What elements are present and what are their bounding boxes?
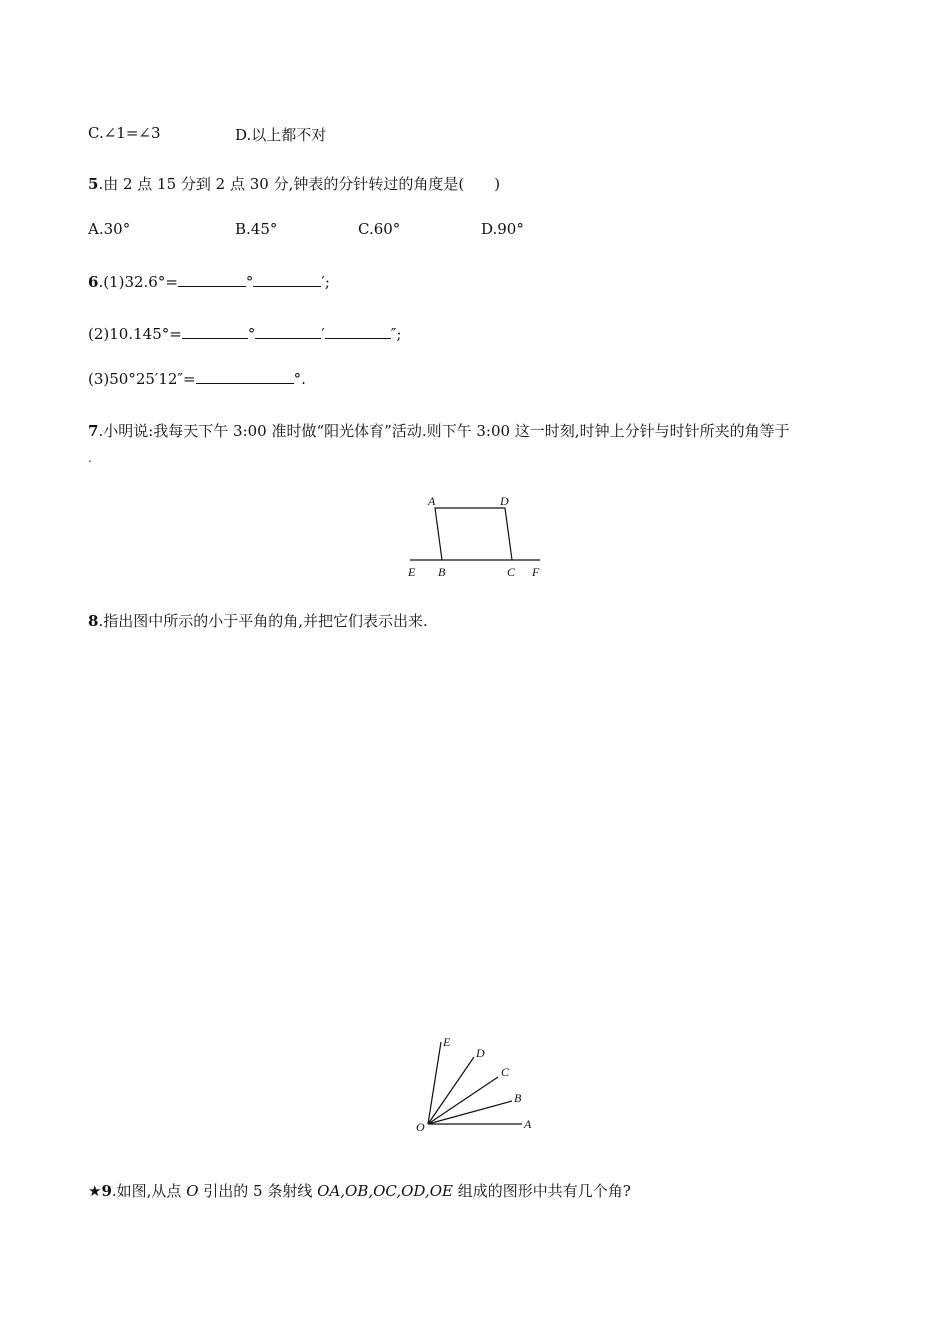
q5-stem	[88, 173, 500, 194]
q5-option-b: B.45°	[235, 220, 278, 238]
answer-blank[interactable]	[325, 323, 391, 339]
q7-tail: .	[88, 451, 92, 465]
q5-option-a: A.30°	[88, 220, 131, 238]
q9-rays: OA,OB,OC,OD,OE	[317, 1182, 453, 1200]
q7-number: 7	[88, 422, 99, 440]
figure-rays	[410, 1030, 550, 1138]
label-b: B	[514, 1091, 522, 1105]
ray-oc	[428, 1077, 498, 1124]
figure-parallelogram	[400, 488, 550, 584]
q4-option-c: C.∠1=∠3	[88, 124, 161, 142]
q6-p2-end: ″;	[390, 325, 402, 343]
q6-number: 6	[88, 273, 99, 291]
answer-blank[interactable]	[196, 368, 294, 384]
ray-ob	[428, 1101, 512, 1124]
ray-od	[428, 1057, 474, 1124]
q9-stem	[88, 1180, 631, 1201]
label-e: E	[408, 565, 416, 579]
q9-text-2: 引出的 5 条射线	[198, 1182, 318, 1200]
q6-p3-prefix: (3)50°25′12″=	[88, 370, 196, 388]
q5-number: 5	[88, 175, 99, 193]
label-e: E	[443, 1035, 451, 1049]
q9-text-3: 组成的图形中共有几个角?	[452, 1182, 631, 1200]
q6-p2-sep2: ′	[321, 325, 325, 343]
answer-blank[interactable]	[255, 323, 321, 339]
q6-part1	[88, 271, 330, 291]
label-d: D	[476, 1046, 485, 1060]
q6-p2-sep1: °	[247, 325, 256, 343]
q5-option-c: C.60°	[358, 220, 401, 238]
label-b: B	[438, 565, 446, 579]
q9-point-o: O	[186, 1182, 199, 1200]
q6-p2-prefix: (2)10.145°=	[88, 325, 182, 343]
q7-text: .小明说:我每天下午 3:00 准时做“阳光体育”活动.则下午 3:00 这一时刻,时钟上分针与时针所夹的角等于	[98, 422, 790, 440]
q6-p1-sep: °	[245, 273, 254, 291]
label-a: A	[428, 494, 436, 508]
label-d: D	[500, 494, 509, 508]
q8-number: 8	[88, 612, 99, 630]
answer-blank[interactable]	[182, 323, 248, 339]
quadrilateral-abcd	[435, 508, 512, 560]
ray-oe	[428, 1042, 441, 1124]
q6-p1-end: ′;	[321, 273, 330, 291]
q9-text-1: .如图,从点	[111, 1182, 187, 1200]
q4-option-d: D.以上都不对	[235, 126, 327, 144]
q6-part3	[88, 368, 306, 388]
label-o: O	[416, 1120, 425, 1134]
q6-part2	[88, 323, 401, 343]
answer-blank[interactable]	[178, 271, 246, 287]
label-c: C	[501, 1065, 510, 1079]
q8-stem	[88, 610, 428, 631]
label-c: C	[507, 565, 516, 579]
q6-p1-prefix: .(1)32.6°=	[98, 273, 178, 291]
q7-stem	[88, 420, 790, 441]
q9-number: 9	[101, 1182, 112, 1200]
q5-text: .由 2 点 15 分到 2 点 30 分,钟表的分针转过的角度是( )	[98, 175, 501, 193]
label-a: A	[524, 1117, 532, 1131]
star-icon: ★	[88, 1182, 102, 1200]
q8-text: .指出图中所示的小于平角的角,并把它们表示出来.	[98, 612, 428, 630]
answer-blank[interactable]	[253, 271, 321, 287]
q5-option-d: D.90°	[481, 220, 524, 238]
label-f: F	[532, 565, 540, 579]
q6-p3-end: °.	[293, 370, 306, 388]
